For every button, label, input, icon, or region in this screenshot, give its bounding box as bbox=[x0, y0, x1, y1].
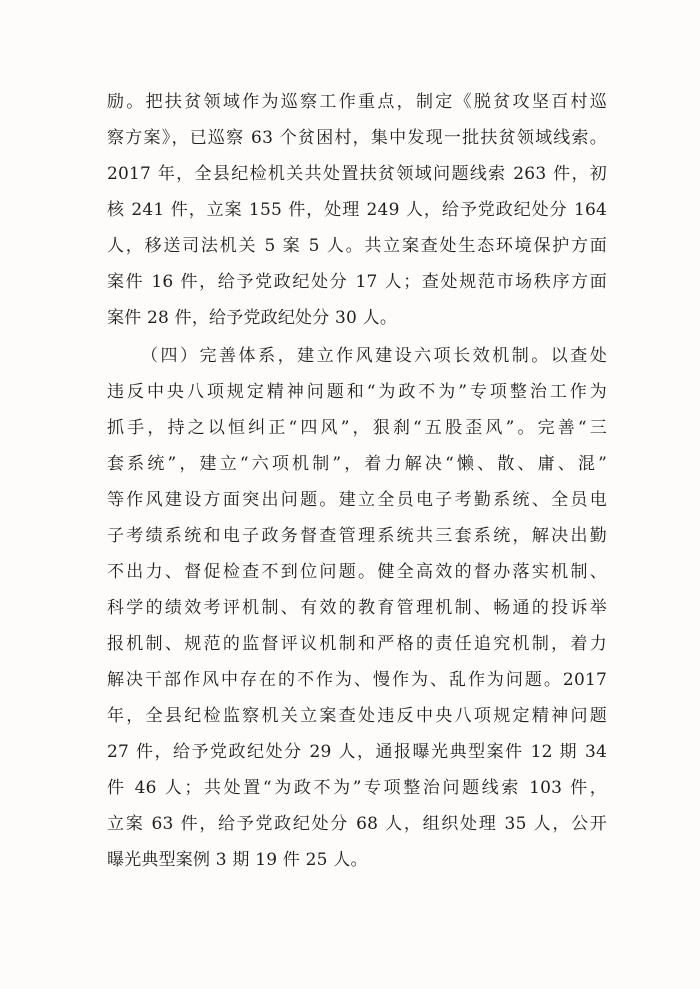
text-line: （四）完善体系，建立作风建设六项长效机制。以查处 bbox=[141, 346, 607, 366]
text-line: 解决干部作风中存在的不作为、慢作为、乱作为问题。2017 bbox=[107, 670, 607, 690]
text-line: 立案 63 件，给予党政纪处分 68 人，组织处理 35 人，公开 bbox=[107, 814, 607, 834]
text-line: 报机制、规范的监督评议机制和严格的责任追究机制，着力 bbox=[107, 634, 607, 654]
text-line: 年，全县纪检监察机关立案查处违反中央八项规定精神问题 bbox=[107, 706, 607, 726]
text-line: 案件 28 件，给予党政纪处分 30 人。 bbox=[107, 308, 398, 328]
text-line: 察方案》，已巡察 63 个贫困村，集中发现一批扶贫领域线索。 bbox=[107, 128, 607, 148]
text-line: 励。把扶贫领域作为巡察工作重点，制定《脱贫攻坚百村巡 bbox=[107, 92, 607, 112]
text-line: 抓手，持之以恒纠正“四风”，狠刹“五股歪风”。完善“三 bbox=[107, 418, 607, 438]
text-line: 27 件，给予党政纪处分 29 人，通报曝光典型案件 12 期 34 bbox=[107, 742, 607, 762]
text-line: 等作风建设方面突出问题。建立全员电子考勤系统、全员电 bbox=[107, 490, 607, 510]
text-line: 不出力、督促检查不到位问题。健全高效的督办落实机制、 bbox=[107, 562, 607, 582]
text-line: 套系统”，建立“六项机制”，着力解决“懒、散、庸、混” bbox=[107, 454, 607, 474]
text-line: 案件 16 件，给予党政纪处分 17 人；查处规范市场秩序方面 bbox=[107, 272, 607, 292]
text-line: 科学的绩效考评机制、有效的教育管理机制、畅通的投诉举 bbox=[107, 598, 607, 618]
text-line: 子考绩系统和电子政务督查管理系统共三套系统，解决出勤 bbox=[107, 526, 607, 546]
text-line: 核 241 件，立案 155 件，处理 249 人，给予党政纪处分 164 bbox=[107, 200, 607, 220]
text-line: 人，移送司法机关 5 案 5 人。共立案查处生态环境保护方面 bbox=[107, 236, 607, 256]
text-line: 件 46 人；共处置“为政不为”专项整治问题线索 103 件， bbox=[107, 778, 607, 798]
text-line: 曝光典型案例 3 期 19 件 25 人。 bbox=[107, 850, 368, 870]
text-line: 2017 年，全县纪检机关共处置扶贫领域问题线索 263 件，初 bbox=[107, 164, 607, 184]
text-line: 违反中央八项规定精神问题和“为政不为”专项整治工作为 bbox=[107, 382, 607, 402]
